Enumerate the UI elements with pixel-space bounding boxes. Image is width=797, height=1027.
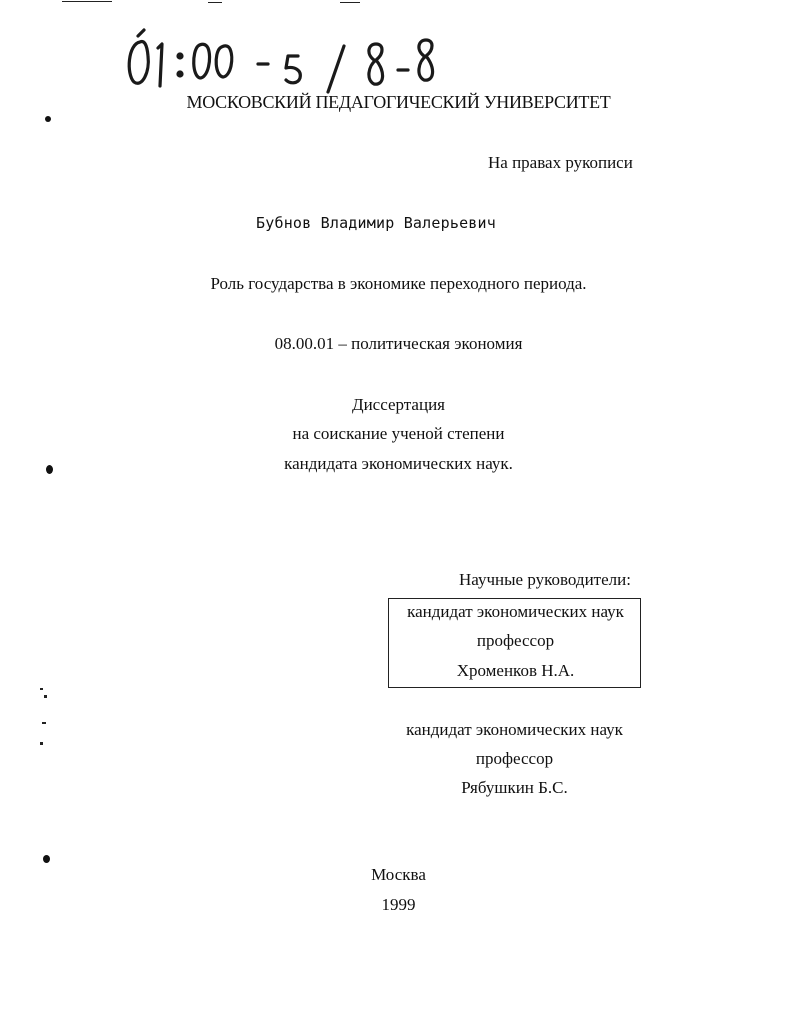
margin-speck [42, 722, 46, 724]
specialty-code: 08.00.01 – политическая экономия [274, 334, 523, 353]
dissertation-label: Диссертация [351, 395, 445, 414]
degree-purpose: на соискание ученой степени [292, 424, 505, 443]
scan-artifact-top-dash [340, 2, 360, 3]
city: Москва [371, 865, 426, 884]
scan-artifact-top-dash [208, 2, 222, 3]
second-supervisor-name: Рябушкин Б.С. [461, 778, 568, 797]
margin-speck [40, 742, 43, 745]
degree-name: кандидата экономических наук. [284, 454, 513, 473]
first-supervisor-name: Хроменков Н.А. [456, 661, 575, 680]
margin-dot [45, 116, 51, 122]
second-supervisor-rank: профессор [475, 749, 554, 768]
first-supervisor-degree: кандидат экономических наук [407, 602, 624, 621]
second-supervisor-degree: кандидат экономических наук [406, 720, 623, 739]
dissertation-title: Роль государства в экономике переходного периода. [210, 274, 587, 293]
author-name: Бубнов Владимир Валерьевич [256, 214, 496, 232]
year: 1999 [381, 895, 416, 914]
margin-speck [44, 695, 47, 698]
scan-artifact-top-line [62, 1, 112, 2]
first-supervisor-rank: профессор [476, 631, 555, 650]
rights-note: На правах рукописи [488, 153, 633, 172]
first-supervisor-box [388, 598, 641, 688]
university-name: МОСКОВСКИЙ ПЕДАГОГИЧЕСКИЙ УНИВЕРСИТЕТ [186, 92, 611, 112]
margin-speck [40, 688, 43, 690]
handwritten-archive-code [118, 22, 438, 94]
margin-dot [43, 855, 50, 863]
supervisors-heading: Научные руководители: [459, 570, 631, 589]
